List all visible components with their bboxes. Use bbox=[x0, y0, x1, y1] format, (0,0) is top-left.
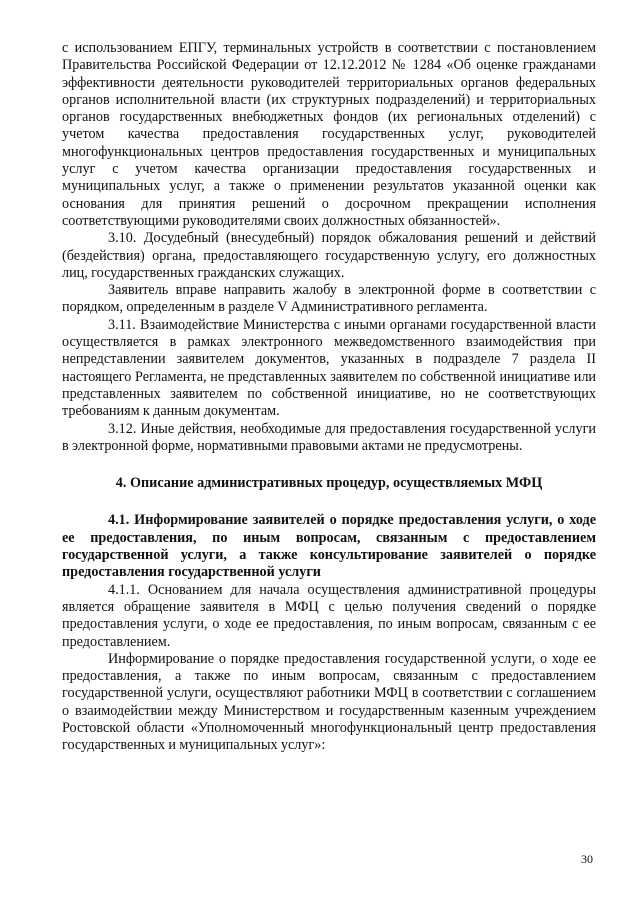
paragraph: 4.1.1. Основанием для начала осуществления административной процедуры является обращение заявителя в МФЦ с целью получения сведений о порядке предоставления услуги, о ходе ее предоставления, по иным вопросам, связанным с ее предоставлением. bbox=[62, 581, 596, 650]
page-number: 30 bbox=[581, 852, 593, 866]
paragraph: с использованием ЕПГУ, терминальных устройств в соответствии с постановлением Правительства Российской Федерации от 12.12.2012 № 1284 «Об оценке гражданами эффективности деятельности руководителей территориальных органов федеральных органов исполнительной власти (их структурных подразделений) и территориальных органов государственных внебюджетных фондов (их региональных отделений) с учетом качества предоставления государственных услуг, руководителей многофункциональных центров предоставления государственных и муниципальных услуг с учетом качества организации предоставления государственных и муниципальных услуг, а также о применении результатов указанной оценки как основания для принятия решений о досрочном прекращении исполнения соответствующими руководителями своих должностных обязанностей». bbox=[62, 40, 596, 229]
paragraph: 3.10. Досудебный (внесудебный) порядок обжалования решений и действий (бездействия) органа, предоставляющего государственную услугу, его должностных лиц, государственных гражданских служащих. bbox=[62, 230, 596, 281]
paragraph: Заявитель вправе направить жалобу в электронной форме в соответствии с порядком, определенным в разделе V Административного регламента. bbox=[62, 282, 596, 316]
paragraph: 3.12. Иные действия, необходимые для предоставления государственной услуги в электронной форме, нормативными правовыми актами не предусмотрены. bbox=[62, 420, 596, 454]
section-heading: 4. Описание административных процедур, осуществляемых МФЦ bbox=[115, 475, 543, 492]
document-body bbox=[62, 40, 596, 755]
paragraph: Информирование о порядке предоставления государственной услуги, о ходе ее предоставления, а также по иным вопросам, связанным с предоставлением государственной услуги, осуществляют работники МФЦ в соответствии с соглашением о взаимодействии между Министерством и государственным казенным учреждением Ростовской области «Уполномоченный многофункциональный центр предоставления государственных и муниципальных услуг»: bbox=[62, 650, 596, 754]
subsection-heading: 4.1. Информирование заявителей о порядке предоставления услуги, о ходе ее предоставления, по иным вопросам, связанным с предоставлением государственной услуги, а также консультирование заявителей о порядке предоставления государственной услуги bbox=[62, 512, 596, 581]
paragraph: 3.11. Взаимодействие Министерства с иными органами государственной власти осуществляется в рамках электронного межведомственного взаимодействия при непредставлении заявителем документов, указанных в подразделе 7 раздела II настоящего Регламента, не представленных заявителем по собственной инициативе или представленных заявителем по собственной инициативе, но не соответствующих требованиям к данным документам. bbox=[62, 316, 596, 420]
